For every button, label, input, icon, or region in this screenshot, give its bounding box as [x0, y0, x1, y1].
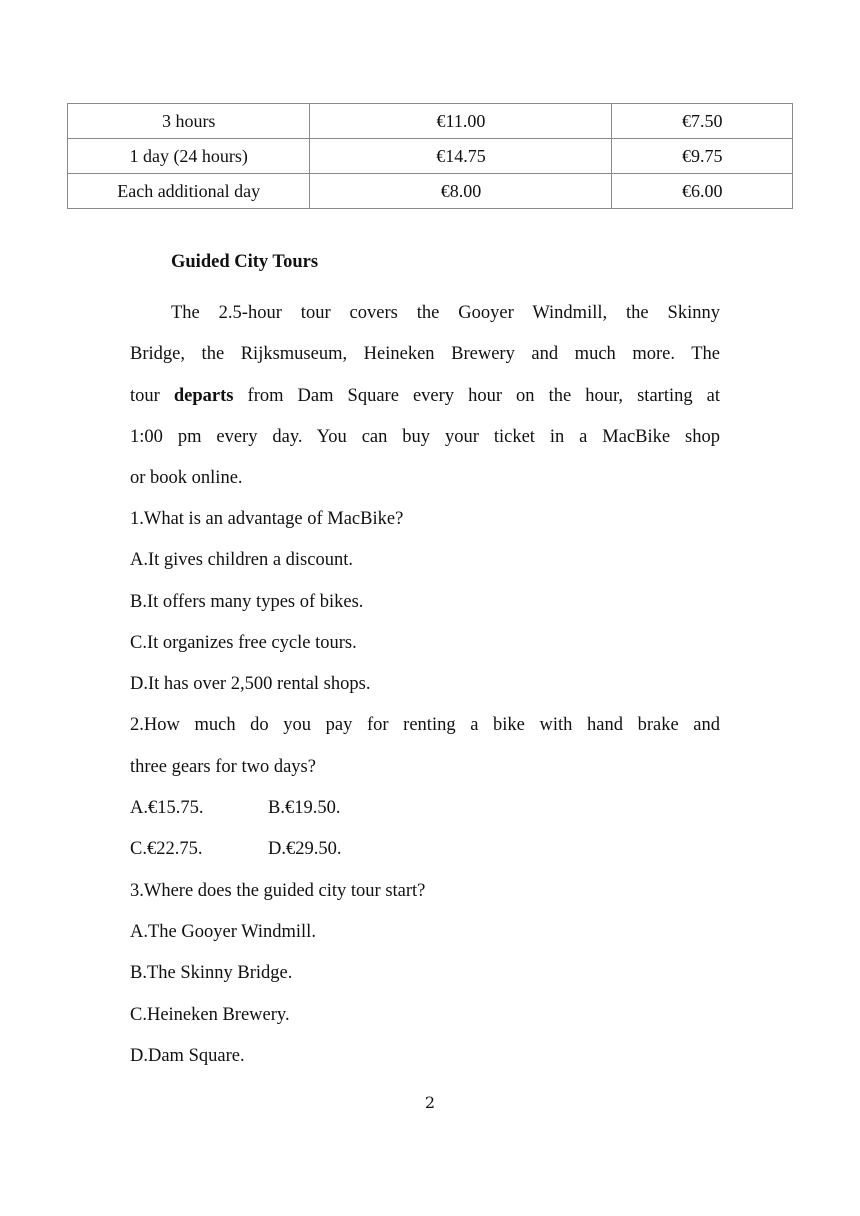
line-text: tour — [130, 385, 174, 406]
child-price-cell: €6.00 — [612, 174, 793, 209]
paragraph-line — [130, 293, 720, 334]
answer-option: C.It organizes free cycle tours. — [130, 632, 357, 653]
table-row — [68, 104, 793, 139]
answer-option-row — [130, 829, 720, 870]
paragraph-line: 1:00 pm every day. You can buy your ticket in a MacBike shop — [130, 426, 720, 447]
section-heading: Guided City Tours — [171, 252, 319, 272]
duration-cell: 1 day (24 hours) — [68, 139, 310, 174]
paragraph-line: or book online. — [130, 468, 243, 489]
question-stem: 1.What is an advantage of MacBike? — [130, 509, 404, 529]
duration-cell: 3 hours — [68, 104, 310, 139]
answer-option: D.Dam Square. — [130, 1045, 245, 1066]
duration-cell: Each additional day — [68, 174, 310, 209]
keyword-departs: departs — [173, 385, 234, 406]
answer-option: B.It offers many types of bikes. — [130, 591, 364, 612]
question-stem: three gears for two days? — [130, 756, 316, 777]
answer-option: C.€22.75. — [130, 839, 203, 860]
answer-option: D.It has over 2,500 rental shops. — [130, 674, 371, 695]
adult-price-cell: €11.00 — [310, 104, 612, 139]
child-price-cell: €7.50 — [612, 104, 793, 139]
answer-option: A.The Gooyer Windmill. — [130, 921, 316, 942]
table-row — [68, 139, 793, 174]
question-stem: 3.Where does the guided city tour start? — [130, 880, 426, 901]
paragraph-line — [130, 376, 720, 417]
answer-option-row — [130, 788, 720, 829]
adult-price-cell: €14.75 — [310, 139, 612, 174]
answer-option: B.The Skinny Bridge. — [130, 963, 293, 984]
table-row — [68, 174, 793, 209]
child-price-cell: €9.75 — [612, 139, 793, 174]
answer-option: A.€15.75. — [130, 798, 204, 819]
rental-rate-table — [67, 103, 793, 209]
tour-paragraph — [130, 293, 720, 499]
line-text: from Dam Square every hour on the hour, starting at — [233, 385, 720, 406]
answer-option: B.€19.50. — [268, 798, 341, 819]
question-list — [130, 499, 720, 1077]
page-number: 2 — [424, 1093, 436, 1112]
adult-price-cell: €8.00 — [310, 174, 612, 209]
question-stem: 2.How much do you pay for renting a bike with hand brake and — [130, 715, 720, 736]
line-text: The 2.5-hour tour covers the Gooyer Windmill, the Skinny — [171, 303, 720, 323]
answer-option: A.It gives children a discount. — [130, 550, 353, 571]
answer-option: C.Heineken Brewery. — [130, 1004, 290, 1025]
paragraph-line: Bridge, the Rijksmuseum, Heineken Brewery and much more. The — [130, 344, 720, 365]
answer-option: D.€29.50. — [268, 839, 342, 860]
